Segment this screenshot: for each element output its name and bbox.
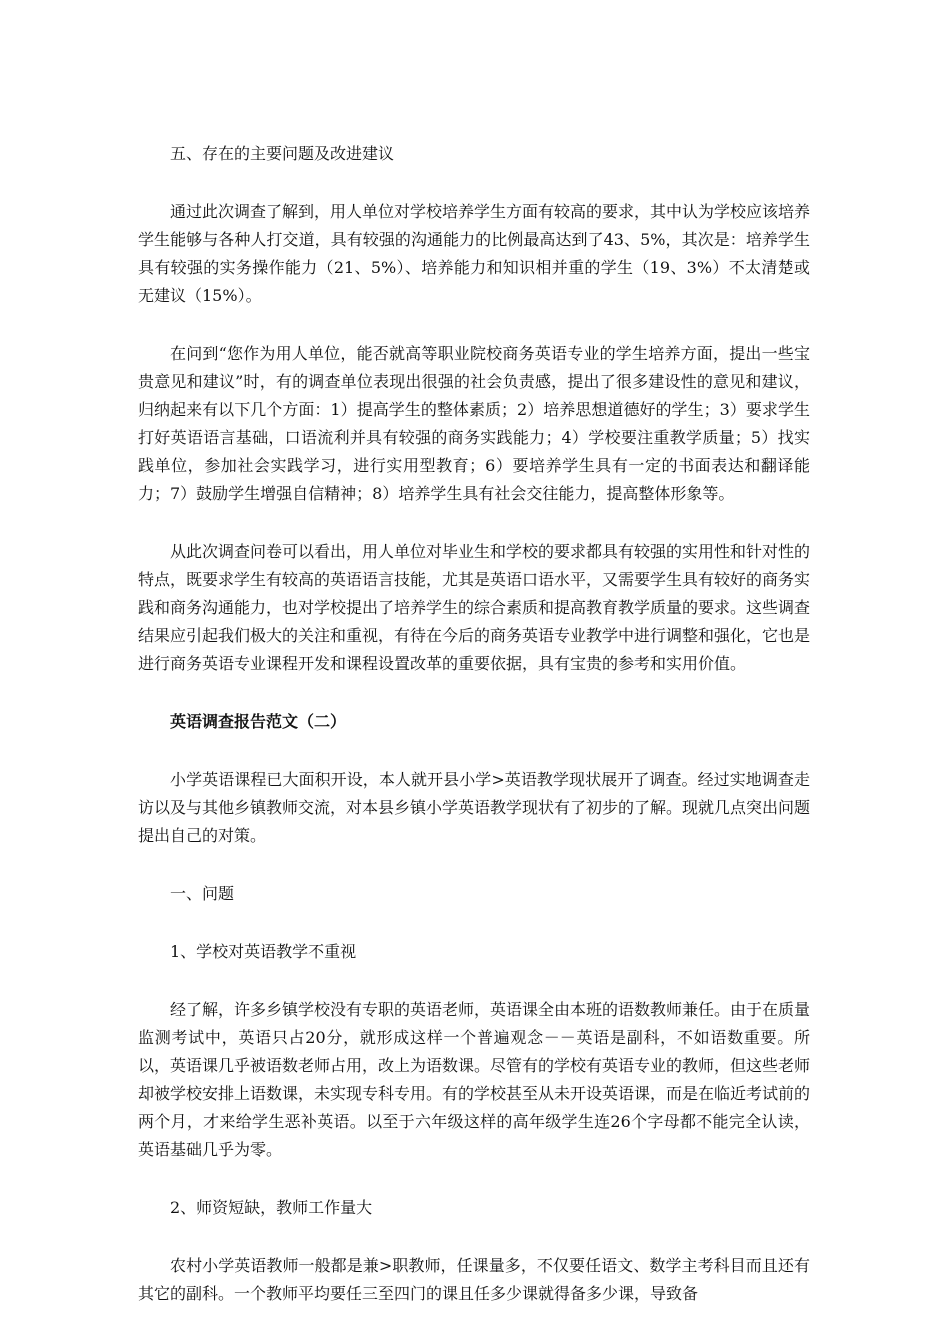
item1-heading: 1、学校对英语教学不重视 xyxy=(170,942,357,961)
paragraph-item1: 经了解，许多乡镇学校没有专职的英语老师，英语课全由本班的语数教师兼任。由于在质量监测考试中，英语只占20分，就形成这样一个普遍观念－－英语是副科，不如语数重要。所以，英语课几乎被语数老师占用，改上为语数课。尽管有的学校有英语专业的教师，但这些老师却被学校安排上语数课，未实现专科专用。有的学校甚至从未开设英语课，而是在临近考试前的两个月，才来给学生恶补英语。以至于六年级这样的高年级学生连26个字母都不能完全认读，英语基础几乎为零。 xyxy=(138,1000,811,1159)
paragraph-survey-conclusion: 从此次调查问卷可以看出，用人单位对毕业生和学校的要求都具有较强的实用性和针对性的特点，既要求学生有较高的英语语言技能，尤其是英语口语水平，又需要学生具有较好的商务实践和商务沟通能力，也对学校提出了培养学生的综合素质和提高教育教学质量的要求。这些调查结果应引起我们极大的关注和重视，有待在今后的商务英语专业教学中进行调整和强化，它也是进行商务英语专业课程开发和课程设置改革的重要依据，具有宝贵的参考和实用价值。 xyxy=(138,542,811,673)
paragraph-item2: 农村小学英语教师一般都是兼>职教师，任课量多，不仅要任语文、数学主考科目而且还有其它的副科。一个教师平均要任三至四门的课且任多少课就得备多少课，导致备 xyxy=(138,1256,810,1303)
item2-heading: 2、师资短缺，教师工作量大 xyxy=(170,1198,373,1217)
paragraph-employer-suggestions: 在问到“您作为用人单位，能否就高等职业院校商务英语专业的学生培养方面，提出一些宝贵意见和建议”时，有的调查单位表现出很强的社会负责感，提出了很多建设性的意见和建议，归纳起来有以下几个方面：1）提高学生的整体素质；2）培养思想道德好的学生；3）要求学生打好英语语言基础，口语流利并具有较强的商务实践能力；4）学校要注重教学质量；5）找实践单位，参加社会实践学习，进行实用型教育；6）要培养学生具有一定的书面表达和翻译能力；7）鼓励学生增强自信精神；8）培养学生具有社会交往能力，提高整体形象等。 xyxy=(138,344,810,503)
document-page xyxy=(138,140,810,1338)
paragraph-survey-requirements: 通过此次调查了解到，用人单位对学校培养学生方面有较高的要求，其中认为学校应该培养学生能够与各种人打交道，具有较强的沟通能力的比例最高达到了43、5%，其次是：培养学生具有较强的实务操作能力（21、5%）、培养能力和知识相并重的学生（19、3%）不太清楚或无建议（15%）。 xyxy=(138,202,811,305)
section-heading: 五、存在的主要问题及改进建议 xyxy=(170,144,395,163)
paragraph-intro: 小学英语课程已大面积开设，本人就开县小学>英语教学现状展开了调查。经过实地调查走访以及与其他乡镇教师交流，对本县乡镇小学英语教学现状有了初步的了解。现就几点突出问题提出自己的对策。 xyxy=(138,770,811,845)
problem-heading: 一、问题 xyxy=(170,884,235,903)
report-title: 英语调查报告范文（二） xyxy=(170,712,347,731)
